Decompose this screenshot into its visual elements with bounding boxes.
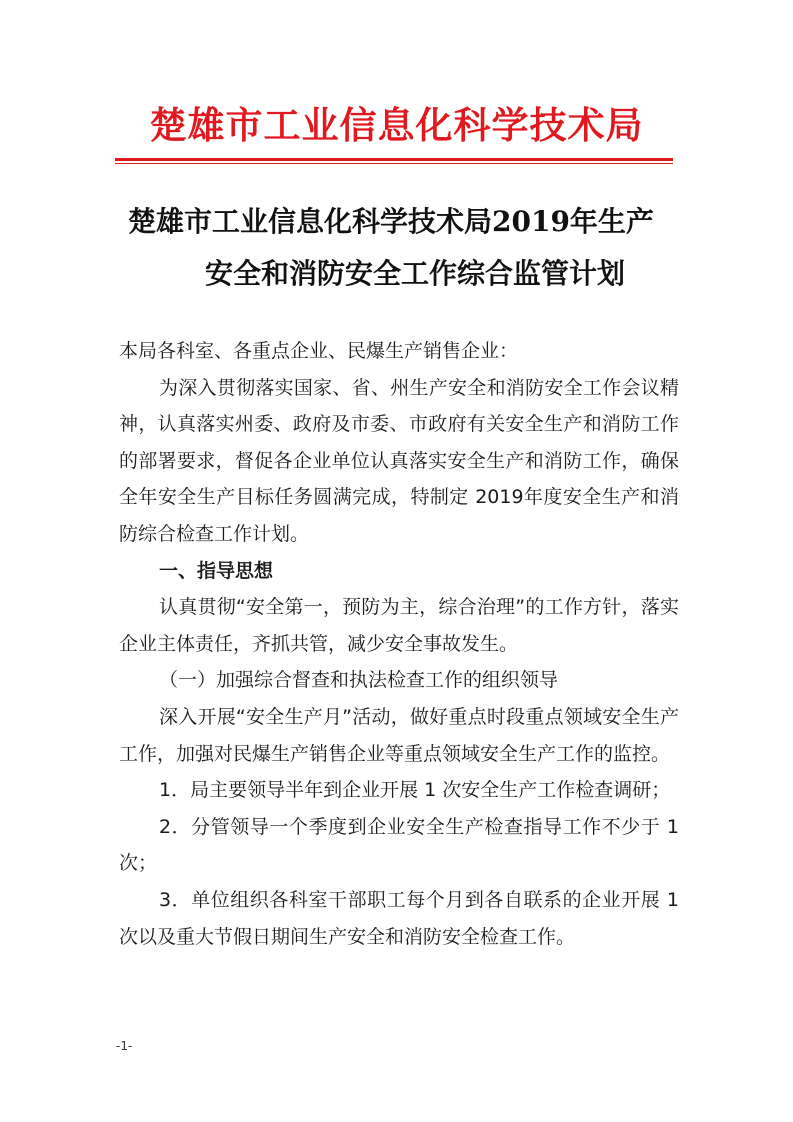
document-title-line2: 安全和消防安全工作综合监管计划 <box>205 257 626 290</box>
list-item-2: 2．分管领导一个季度到企业安全生产检查指导工作不少于 1 次； <box>119 815 679 875</box>
intro-paragraph: 为深入贯彻落实国家、省、州生产安全和消防安全工作会议精神，认真落实州委、政府及市委、市政府有关安全生产和消防工作的部署要求，督促各企业单位认真落实安全生产和消防工作，确保全年安全生产目标任务圆满完成，特制定 2019年度安全生产和消防综合检查工作计划。 <box>119 376 679 545</box>
list-item-3: 3．单位组织各科室干部职工每个月到各自联系的企业开展 1 次以及重大节假日期间生产安全和消防安全检查工作。 <box>119 888 679 948</box>
section1-heading: 一、指导思想 <box>159 559 274 582</box>
subsection1-heading: （一）加强综合督查和执法检查工作的组织领导 <box>159 669 559 692</box>
letterhead-rule-thick <box>115 158 673 161</box>
list-item-1: 1．局主要领导半年到企业开展 1 次安全生产工作检查调研； <box>159 779 671 802</box>
letterhead-rule-thin <box>115 163 673 164</box>
page-number: -1- <box>116 1039 133 1053</box>
letterhead-org-name: 楚雄市工业信息化科学技术局 <box>149 103 644 147</box>
salutation: 本局各科室、各重点企业、民爆生产销售企业： <box>119 340 519 362</box>
subsection1-paragraph: 深入开展“安全生产月”活动，做好重点时段重点领域安全生产工作，加强对民爆生产销售企业等重点领域安全生产工作的监控。 <box>119 705 679 765</box>
document-title-line1: 楚雄市工业信息化科学技术局2019年生产 <box>128 205 654 238</box>
section1-paragraph: 认真贯彻“安全第一，预防为主，综合治理”的工作方针，落实企业主体责任，齐抓共管，减少安全事故发生。 <box>119 596 679 655</box>
document-body <box>119 333 679 955</box>
